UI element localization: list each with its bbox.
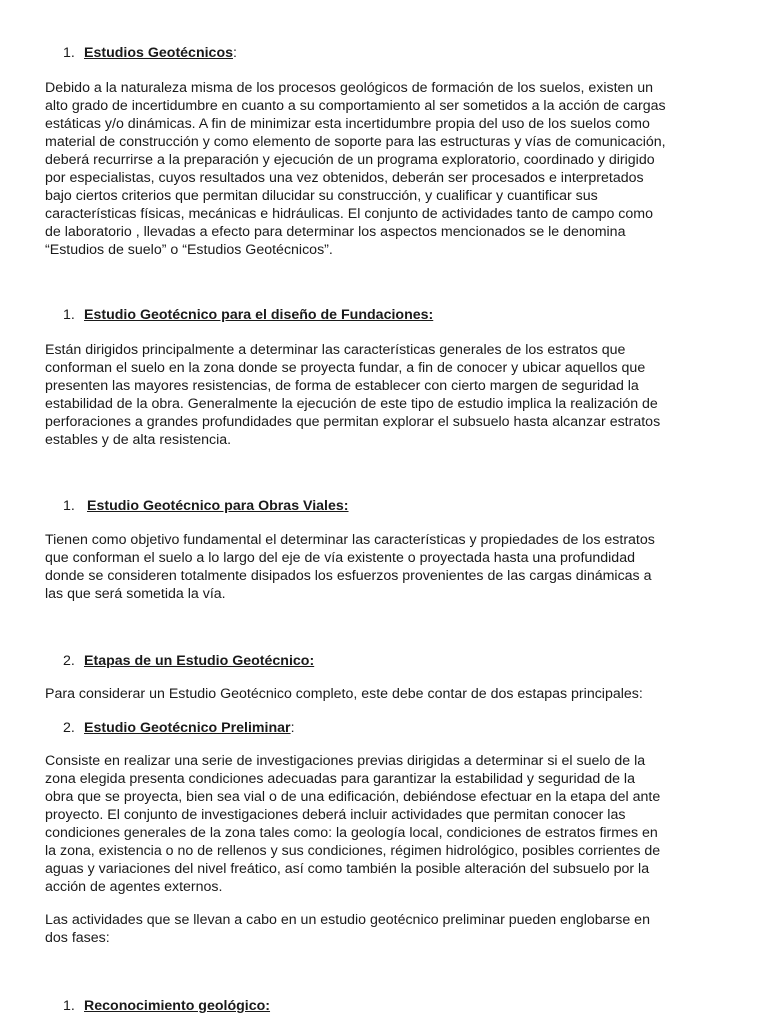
text-line: estables y de alta resistencia. [45,432,232,448]
text-line: Tienen como objetivo fundamental el determinar las características y propiedades de los estratos [45,532,655,548]
section-heading-obras-viales [63,497,349,515]
heading-title: Reconocimiento geológico: [84,998,271,1014]
text-line: alto grado de incertidumbre en cuanto a su comportamiento al ser sometidos a la acción de cargas [45,98,666,114]
text-line: de laboratorio , llevadas a efecto para determinar los aspectos mencionados se le denomina [45,224,626,240]
paragraph [45,79,725,259]
text-line: características físicas, mecánicas e hidráulicas. El conjunto de actividades tanto de campo como [45,206,653,222]
text-line: Están dirigidos principalmente a determinar las características generales de los estratos que [45,342,626,358]
list-number: 1. [63,307,75,323]
section-heading-estudios-geotecnicos [63,44,237,62]
list-number: 1. [63,998,75,1014]
text-line: las que será sometida la vía. [45,586,226,602]
list-number: 1. [63,45,75,61]
text-line: Debido a la naturaleza misma de los procesos geológicos de formación de los suelos, existen un [45,80,654,96]
text-line: Las actividades que se llevan a cabo en un estudio geotécnico preliminar pueden englobarse en [45,912,650,928]
text-line: acción de agentes externos. [45,879,223,895]
section-heading-etapas [63,652,314,670]
text-line: zona elegida presenta condiciones adecuadas para garantizar la estabilidad y seguridad de la [45,771,635,787]
paragraph [45,911,725,947]
heading-title: Etapas de un Estudio Geotécnico: [84,653,315,669]
text-line: condiciones generales de la zona tales como: la geología local, condiciones de estratos firmes en [45,825,658,841]
text-line: Consiste en realizar una serie de investigaciones previas dirigidas a determinar si el suelo de la [45,753,646,769]
text-line: aguas y variaciones del nivel freático, así como también la posible alteración del subsuelo por la [45,861,650,877]
text-line: Para considerar un Estudio Geotécnico completo, este debe contar de dos estapas principales: [45,686,643,702]
text-line: estáticas y/o dinámicas. A fin de minimizar esta incertidumbre propia del uso de los suelos como [45,116,650,132]
heading-suffix: : [290,720,295,736]
text-line: “Estudios de suelo” o “Estudios Geotécnicos”. [45,242,333,258]
text-line: conforman el suelo en la zona donde se proyecta fundar, a fin de conocer y ubicar aquellos que [45,360,646,376]
heading-suffix: : [233,45,237,61]
text-line: que conforman el suelo a lo largo del eje de vía existente o proyectada hasta una profundidad [45,550,635,566]
text-line: obra que se proyecta, bien sea vial o de una edificación, debiéndose efectuar en la etapa del ante [45,789,661,805]
heading-title: Estudio Geotécnico Preliminar [84,720,291,736]
text-line: material de construcción y como elemento de soporte para las estructuras y vías de comunicación, [45,134,666,150]
text-line: proyecto. El conjunto de investigaciones deberá incluir actividades que permitan conocer las [45,807,626,823]
paragraph [45,685,725,703]
text-line: bajo ciertos criterios que permitan dilucidar su construcción, y cualificar y cuantificar sus [45,188,598,204]
heading-title: Estudio Geotécnico para el diseño de Fundaciones: [84,307,434,323]
section-heading-fundaciones [63,306,433,324]
text-line: presenten las mayores resistencias, de forma de establecer con cierto margen de seguridad la [45,378,639,394]
text-line: la zona, existencia o no de rellenos y sus condiciones, régimen hidrológico, posibles corrientes de [45,843,661,859]
text-line: estabilidad de la obra. Generalmente la ejecución de este tipo de estudio implica la realización de [45,396,658,412]
section-heading-reconocimiento [63,997,270,1015]
list-number: 2. [63,653,75,669]
heading-title: Estudio Geotécnico para Obras Viales: [87,498,349,514]
paragraph [45,752,725,896]
paragraph [45,341,725,449]
list-number: 2. [63,720,75,736]
text-line: dos fases: [45,930,110,946]
list-number: 1. [63,498,75,514]
section-heading-preliminar [63,719,295,737]
text-line: donde se consideren totalmente disipados los esfuerzos provenientes de las cargas dinámicas a [45,568,652,584]
heading-title: Estudios Geotécnicos [84,45,234,61]
text-line: perforaciones a grandes profundidades que permitan explorar el subsuelo hasta alcanzar estratos [45,414,661,430]
text-line: por especialistas, cuyos resultados una vez obtenidos, deberán ser procesados e interpretados [45,170,644,186]
text-line: deberá recurrirse a la preparación y ejecución de un programa exploratorio, coordinado y dirigido [45,152,655,168]
paragraph [45,531,725,603]
